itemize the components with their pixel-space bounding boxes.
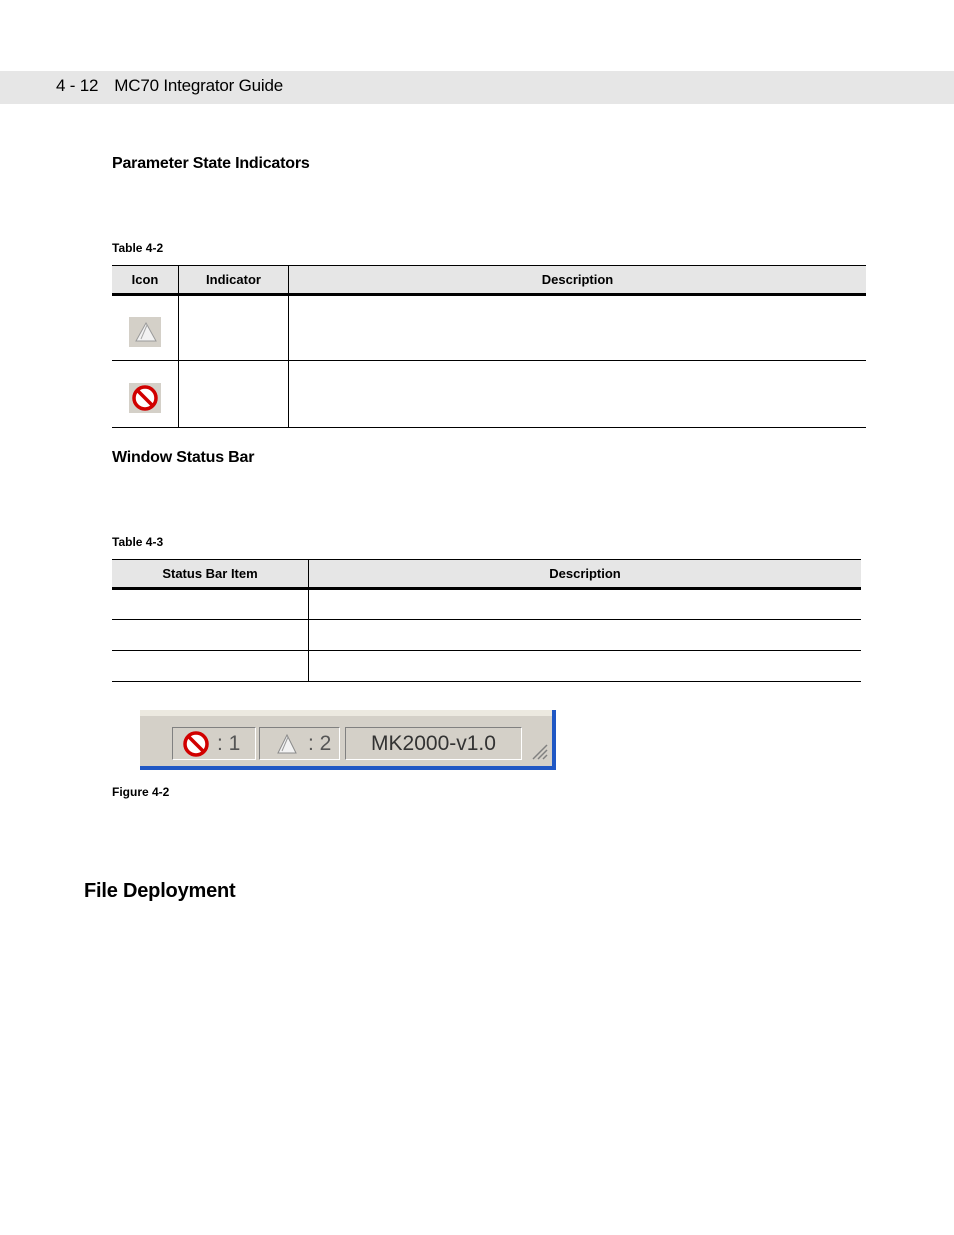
icon-cell [112,295,179,361]
profile-name-panel[interactable] [345,727,522,760]
heading-window-status-bar: Window Status Bar [112,449,255,466]
warning-triangle-icon [272,730,300,758]
table-row [112,651,861,682]
error-no-entry-icon [181,729,211,759]
resize-grip-icon[interactable] [528,740,548,760]
error-no-entry-icon [129,383,161,413]
column-header-status-bar-item: Status Bar Item [112,560,309,589]
running-header [56,76,283,96]
parameter-state-table [112,265,866,428]
warning-count: : 2 [308,731,332,755]
status-bar-top-edge [140,710,552,716]
column-header-description: Description [289,266,867,295]
description-cell [309,651,862,682]
table-4-3-caption: Table 4-3 [112,535,164,549]
column-header-description: Description [309,560,862,589]
heading-parameter-state-indicators: Parameter State Indicators [112,155,310,172]
status-item-cell [112,589,309,620]
error-count: : 1 [217,731,241,755]
indicator-cell [179,361,289,428]
guide-title: MC70 Integrator Guide [114,76,284,95]
description-cell [309,620,862,651]
window-frame-edge [552,710,556,770]
description-cell [309,589,862,620]
status-bar-table [112,559,861,682]
window-status-bar-figure [140,710,556,770]
icon-cell [112,361,179,428]
warning-triangle-icon [129,317,161,347]
table-row [112,295,866,361]
profile-name: MK2000-v1.0 [371,731,496,755]
table-row [112,620,861,651]
table-row [112,361,866,428]
status-item-cell [112,620,309,651]
description-cell [289,361,867,428]
figure-4-2-caption: Figure 4-2 [112,785,170,799]
warning-count-panel[interactable] [259,727,340,760]
description-cell [289,295,867,361]
indicator-cell [179,295,289,361]
table-row [112,589,861,620]
error-count-panel[interactable] [172,727,256,760]
page-number: 4 - 12 [56,76,99,95]
heading-file-deployment: File Deployment [84,880,236,902]
status-item-cell [112,651,309,682]
table-4-2-caption: Table 4-2 [112,241,164,255]
column-header-indicator: Indicator [179,266,289,295]
column-header-icon: Icon [112,266,179,295]
